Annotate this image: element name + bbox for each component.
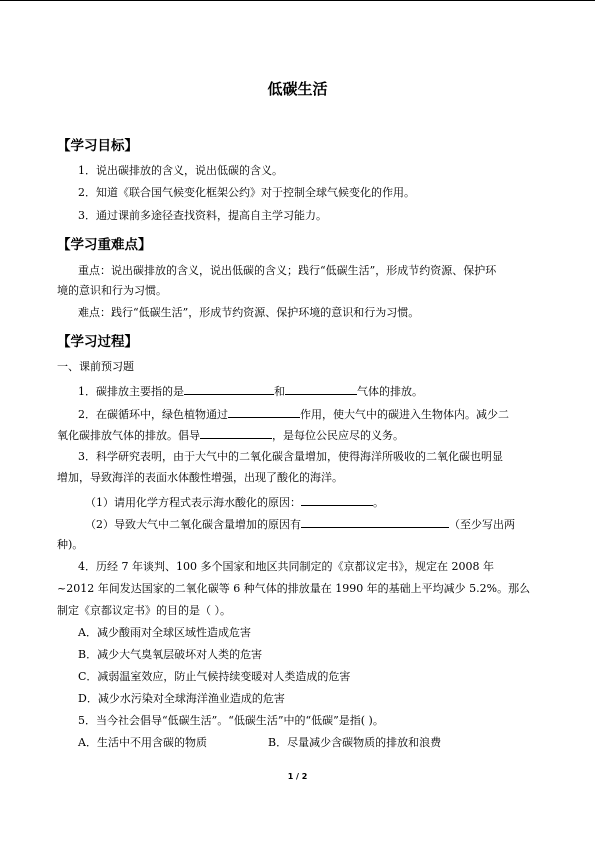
key-point-text: 境的意识和行为习惯。 bbox=[57, 284, 167, 297]
question-4-line-3: 制定《京都议定书》的目的是（ ）。 bbox=[57, 604, 231, 617]
answer-blank[interactable] bbox=[184, 383, 274, 395]
question-2-line-1: 2．在碳循环中，绿色植物通过 作用，使大气中的碳进入生物体内。减少二 bbox=[78, 408, 509, 421]
answer-blank[interactable] bbox=[301, 516, 449, 528]
answer-blank[interactable] bbox=[301, 494, 373, 506]
question-3-line-2: 增加，导致海洋的表面水体酸性增强，出现了酸化的海洋。 bbox=[57, 471, 343, 484]
section-heading-goals: 【学习目标】 bbox=[57, 138, 138, 154]
option-a[interactable]: A．减少酸雨对全球区域性造成危害 bbox=[78, 626, 251, 639]
question-3-sub-1: （1）请用化学方程式表示海水酸化的原因： 。 bbox=[85, 496, 384, 509]
page-number: 1 / 2 bbox=[287, 772, 308, 781]
question-4-line-2: ~2012 年间发达国家的二氧化碳等 6 种气体的排放量在 1990 年的基础上平均减少 5.2%。那么 bbox=[57, 582, 531, 595]
goal-item: 1．说出碳排放的含义，说出低碳的含义。 bbox=[78, 164, 283, 177]
answer-blank[interactable] bbox=[285, 383, 357, 395]
goal-item: 3．通过课前多途径查找资料，提高自主学习能力。 bbox=[78, 209, 327, 222]
preview-heading: 一、课前预习题 bbox=[57, 360, 134, 373]
section-heading-process: 【学习过程】 bbox=[57, 334, 138, 350]
option-b[interactable]: B．减少大气臭氧层破坏对人类的危害 bbox=[78, 648, 263, 661]
question-1: 1．碳排放主要指的是 和 气体的排放。 bbox=[78, 385, 423, 398]
question-3-sub-2: （2）导致大气中二氧化碳含量增加的原因有 （至少写出两 bbox=[85, 518, 515, 531]
question-5-stem: 5．当今社会倡导“低碳生活”。“低碳生活”中的“低碳”是指( )。 bbox=[78, 714, 384, 727]
difficult-point-text: 难点：践行“低碳生活”，形成节约资源、保护环境的意识和行为习惯。 bbox=[78, 306, 420, 319]
answer-blank[interactable] bbox=[200, 427, 272, 439]
question-3-sub-2-cont: 种)。 bbox=[57, 538, 84, 551]
question-2-line-2: 氧化碳排放气体的排放。倡导 ，是每位公民应尽的义务。 bbox=[57, 429, 404, 442]
page-title: 低碳生活 bbox=[267, 80, 328, 98]
option-d[interactable]: D．减少水污染对全球海洋渔业造成的危害 bbox=[78, 692, 285, 705]
answer-blank[interactable] bbox=[228, 406, 300, 418]
question-3-line-1: 3．科学研究表明，由于大气中的二氧化碳含量增加，使得海洋所吸收的二氧化碳也明显 bbox=[78, 450, 503, 463]
goal-item: 2．知道《联合国气候变化框架公约》对于控制全球气候变化的作用。 bbox=[78, 186, 415, 199]
key-point-text: 重点：说出碳排放的含义，说出低碳的含义；践行“低碳生活”，形成节约资源、保护环 bbox=[78, 264, 497, 277]
page-top-border bbox=[0, 0, 595, 1]
question-5-option-b[interactable]: B．尽量减少含碳物质的排放和浪费 bbox=[268, 736, 442, 749]
question-5-option-a[interactable]: A．生活中不用含碳的物质 bbox=[78, 736, 207, 749]
option-c[interactable]: C．减弱温室效应，防止气候持续变暖对人类造成的危害 bbox=[78, 670, 351, 683]
question-4-line-1: 4．历经 7 年谈判、100 多个国家和地区共同制定的《京都议定书》，规定在 2008 年 bbox=[78, 560, 494, 573]
section-heading-keypoints: 【学习重难点】 bbox=[57, 237, 152, 253]
